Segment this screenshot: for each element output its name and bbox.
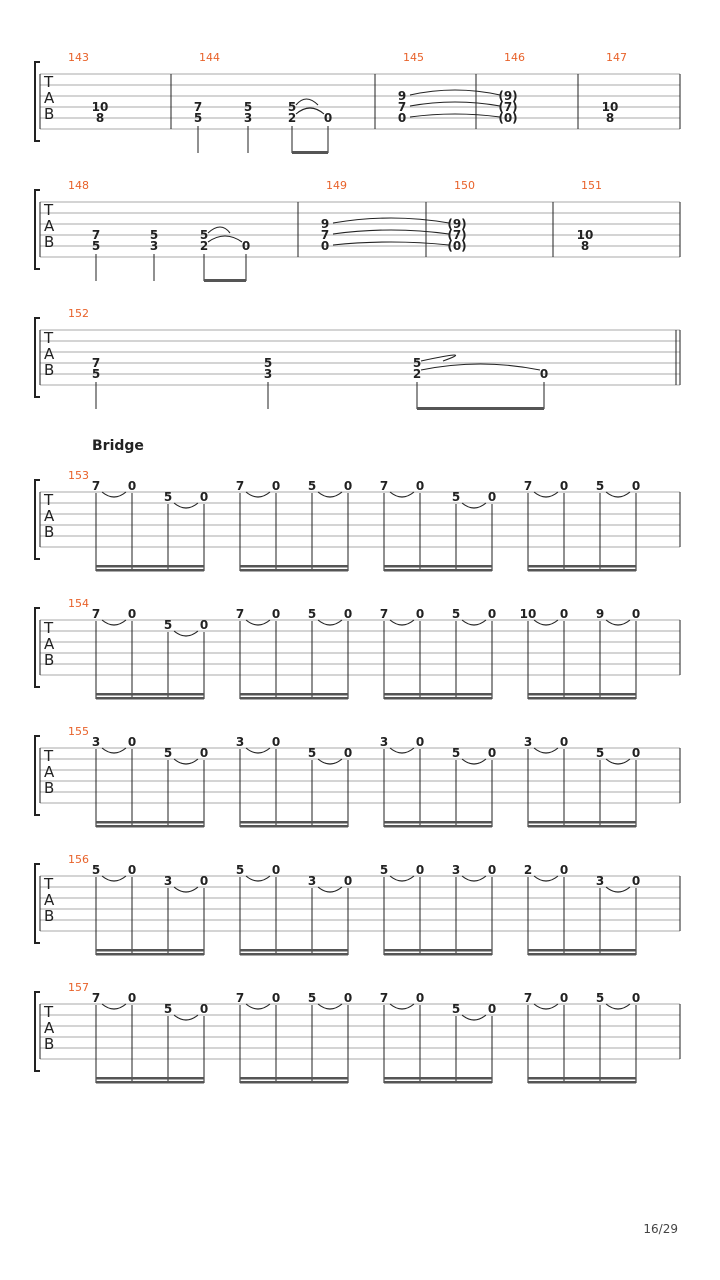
- pull-off-arc: [462, 503, 486, 508]
- tab-clef-letter: T: [44, 1003, 54, 1021]
- fret-number: 0: [559, 479, 569, 493]
- note-beam: [96, 949, 204, 952]
- tab-clef-letter: T: [44, 73, 54, 91]
- fret-number: (9): [498, 89, 518, 103]
- pull-off-arc: [174, 759, 198, 764]
- tab-clef-letter: A: [44, 635, 55, 653]
- fret-number: 7: [523, 479, 533, 493]
- fret-number: 9: [595, 607, 605, 621]
- pull-off-arc: [606, 887, 630, 892]
- note-beam: [96, 1077, 204, 1080]
- fret-number: 5: [235, 863, 245, 877]
- fret-number: 0: [320, 239, 330, 253]
- pull-off-arc: [102, 492, 126, 497]
- fret-number: 5: [307, 746, 317, 760]
- fret-number: 5: [307, 991, 317, 1005]
- tab-clef-letter: A: [44, 217, 55, 235]
- fret-number: 7: [235, 479, 245, 493]
- fret-number: 0: [199, 490, 209, 504]
- fret-number: 0: [631, 607, 641, 621]
- note-beam: [96, 825, 204, 828]
- fret-number: 2: [412, 367, 422, 381]
- note-beam: [528, 1081, 636, 1084]
- tie-arc: [410, 114, 500, 117]
- pull-off-arc: [174, 503, 198, 508]
- slur-arc: [421, 355, 456, 361]
- tab-clef-letter: A: [44, 345, 55, 363]
- fret-number: 5: [595, 746, 605, 760]
- fret-number: 2: [199, 239, 209, 253]
- note-beam: [528, 949, 636, 952]
- fret-number: 0: [487, 1002, 497, 1016]
- measure-number: 156: [68, 853, 89, 866]
- note-beam: [528, 693, 636, 696]
- tab-clef-letter: A: [44, 89, 55, 107]
- fret-number: 0: [127, 863, 137, 877]
- fret-number: 8: [605, 111, 615, 125]
- pull-off-arc: [102, 748, 126, 753]
- note-beam: [96, 1081, 204, 1084]
- fret-number: 5: [163, 746, 173, 760]
- note-beam: [384, 1081, 492, 1084]
- system-bracket: [35, 480, 40, 559]
- pull-off-arc: [390, 876, 414, 881]
- fret-number: 5: [307, 479, 317, 493]
- note-beam: [240, 1077, 348, 1080]
- pull-off-arc: [390, 748, 414, 753]
- note-beam: [384, 565, 492, 568]
- fret-number: 0: [631, 479, 641, 493]
- note-beam: [528, 569, 636, 572]
- fret-number: 0: [343, 607, 353, 621]
- fret-number: 0: [271, 991, 281, 1005]
- fret-number: 7: [320, 228, 330, 242]
- fret-number: 5: [193, 111, 203, 125]
- fret-number: 5: [595, 479, 605, 493]
- measure-number: 146: [504, 51, 525, 64]
- fret-number: 0: [415, 735, 425, 749]
- note-beam: [528, 565, 636, 568]
- fret-number: 5: [451, 1002, 461, 1016]
- system-bracket: [35, 864, 40, 943]
- fret-number: 0: [343, 479, 353, 493]
- pull-off-arc: [606, 620, 630, 625]
- note-beam: [528, 821, 636, 824]
- fret-number: 0: [199, 874, 209, 888]
- fret-number: 5: [91, 239, 101, 253]
- fret-number: 3: [379, 735, 389, 749]
- measure-number: 154: [68, 597, 89, 610]
- fret-number: 7: [91, 228, 101, 242]
- fret-number: 0: [415, 991, 425, 1005]
- pull-off-arc: [534, 620, 558, 625]
- pull-off-arc: [174, 631, 198, 636]
- pull-off-arc: [462, 759, 486, 764]
- fret-number: 2: [287, 111, 297, 125]
- fret-number: 5: [307, 607, 317, 621]
- measure-number: 150: [454, 179, 475, 192]
- note-beam: [240, 697, 348, 700]
- fret-number: 8: [95, 111, 105, 125]
- pull-off-arc: [462, 620, 486, 625]
- fret-number: 7: [91, 356, 101, 370]
- slur-arc: [421, 364, 540, 370]
- fret-number: 0: [631, 991, 641, 1005]
- note-beam: [384, 953, 492, 956]
- fret-number: 0: [631, 874, 641, 888]
- tab-clef-letter: B: [44, 651, 55, 669]
- fret-number: 0: [199, 618, 209, 632]
- fret-number: 7: [523, 991, 533, 1005]
- pull-off-arc: [246, 876, 270, 881]
- tab-clef-letter: B: [44, 1035, 55, 1053]
- pull-off-arc: [606, 492, 630, 497]
- pull-off-arc: [318, 492, 342, 497]
- system-bracket: [35, 318, 40, 397]
- fret-number: (9): [447, 217, 467, 231]
- fret-number: 0: [127, 607, 137, 621]
- fret-number: 5: [243, 100, 253, 114]
- pull-off-arc: [606, 759, 630, 764]
- fret-number: 8: [580, 239, 590, 253]
- tab-clef-letter: A: [44, 763, 55, 781]
- fret-number: 5: [199, 228, 209, 242]
- note-beam: [96, 953, 204, 956]
- fret-number: 0: [241, 239, 251, 253]
- fret-number: 0: [271, 607, 281, 621]
- note-beam: [240, 949, 348, 952]
- note-beam: [384, 569, 492, 572]
- tie-arc: [410, 90, 500, 95]
- fret-number: 0: [487, 746, 497, 760]
- fret-number: 3: [523, 735, 533, 749]
- fret-number: 0: [559, 863, 569, 877]
- tab-clef-letter: T: [44, 329, 54, 347]
- note-beam: [240, 565, 348, 568]
- fret-number: 0: [539, 367, 549, 381]
- pull-off-arc: [246, 492, 270, 497]
- pull-off-arc: [318, 620, 342, 625]
- pull-off-arc: [246, 1004, 270, 1009]
- pull-off-arc: [462, 876, 486, 881]
- fret-number: 7: [379, 991, 389, 1005]
- pull-off-arc: [102, 1004, 126, 1009]
- tie-arc: [333, 230, 449, 234]
- tie-arc: [410, 102, 500, 106]
- fret-number: 5: [412, 356, 422, 370]
- fret-number: 5: [379, 863, 389, 877]
- note-beam: [384, 697, 492, 700]
- fret-number: 0: [397, 111, 407, 125]
- pull-off-arc: [318, 759, 342, 764]
- fret-number: 3: [149, 239, 159, 253]
- pull-off-arc: [174, 887, 198, 892]
- fret-number: 0: [271, 863, 281, 877]
- fret-number: 5: [451, 490, 461, 504]
- fret-number: 0: [415, 863, 425, 877]
- pull-off-arc: [390, 1004, 414, 1009]
- measure-number: 145: [403, 51, 424, 64]
- tie-arc: [333, 218, 449, 223]
- fret-number: 7: [91, 991, 101, 1005]
- fret-number: (7): [447, 228, 467, 242]
- fret-number: 0: [271, 735, 281, 749]
- fret-number: 10: [519, 607, 537, 621]
- fret-number: 0: [127, 991, 137, 1005]
- fret-number: 10: [91, 100, 109, 114]
- note-beam: [417, 407, 544, 410]
- section-label-bridge: Bridge: [92, 438, 144, 454]
- fret-number: 5: [91, 367, 101, 381]
- tab-clef-letter: A: [44, 507, 55, 525]
- fret-number: 3: [243, 111, 253, 125]
- fret-number: 5: [149, 228, 159, 242]
- note-beam: [528, 825, 636, 828]
- pull-off-arc: [174, 1015, 198, 1020]
- fret-number: 0: [127, 735, 137, 749]
- fret-number: 3: [263, 367, 273, 381]
- pull-off-arc: [318, 887, 342, 892]
- fret-number: 9: [397, 89, 407, 103]
- tab-clef-letter: T: [44, 875, 54, 893]
- fret-number: 9: [320, 217, 330, 231]
- fret-number: 0: [415, 479, 425, 493]
- fret-number: 0: [199, 746, 209, 760]
- measure-number: 152: [68, 307, 89, 320]
- fret-number: 7: [91, 607, 101, 621]
- note-beam: [240, 693, 348, 696]
- fret-number: 0: [343, 746, 353, 760]
- tab-clef-letter: B: [44, 233, 55, 251]
- fret-number: 0: [343, 874, 353, 888]
- fret-number: 7: [397, 100, 407, 114]
- system-bracket: [35, 992, 40, 1071]
- tab-clef-letter: B: [44, 105, 55, 123]
- pull-off-arc: [246, 748, 270, 753]
- slur-arc: [296, 99, 318, 105]
- measure-number: 153: [68, 469, 89, 482]
- system-bracket: [35, 736, 40, 815]
- fret-number: 0: [415, 607, 425, 621]
- pull-off-arc: [390, 620, 414, 625]
- fret-number: 0: [127, 479, 137, 493]
- pull-off-arc: [462, 1015, 486, 1020]
- fret-number: (0): [498, 111, 518, 125]
- tab-clef-letter: T: [44, 619, 54, 637]
- system-bracket: [35, 62, 40, 141]
- fret-number: 3: [163, 874, 173, 888]
- tab-clef-letter: A: [44, 1019, 55, 1037]
- note-beam: [240, 821, 348, 824]
- system-bracket: [35, 190, 40, 269]
- note-beam: [96, 569, 204, 572]
- fret-number: 7: [379, 479, 389, 493]
- note-beam: [96, 565, 204, 568]
- pull-off-arc: [534, 492, 558, 497]
- fret-number: 5: [287, 100, 297, 114]
- note-beam: [384, 1077, 492, 1080]
- pull-off-arc: [534, 876, 558, 881]
- note-beam: [240, 569, 348, 572]
- slur-arc: [208, 236, 242, 242]
- tab-clef-letter: A: [44, 891, 55, 909]
- fret-number: 0: [487, 490, 497, 504]
- fret-number: (0): [447, 239, 467, 253]
- measure-number: 143: [68, 51, 89, 64]
- note-beam: [240, 1081, 348, 1084]
- note-beam: [528, 953, 636, 956]
- measure-number: 157: [68, 981, 89, 994]
- pull-off-arc: [246, 620, 270, 625]
- measure-number: 151: [581, 179, 602, 192]
- fret-number: 0: [631, 746, 641, 760]
- note-beam: [96, 821, 204, 824]
- tab-clef-letter: B: [44, 361, 55, 379]
- measure-number: 155: [68, 725, 89, 738]
- fret-number: 0: [559, 607, 569, 621]
- measure-number: 148: [68, 179, 89, 192]
- fret-number: (7): [498, 100, 518, 114]
- page-number: 16/29: [643, 1222, 678, 1236]
- pull-off-arc: [102, 876, 126, 881]
- pull-off-arc: [318, 1004, 342, 1009]
- fret-number: 7: [235, 991, 245, 1005]
- fret-number: 5: [263, 356, 273, 370]
- fret-number: 0: [271, 479, 281, 493]
- fret-number: 5: [163, 490, 173, 504]
- fret-number: 5: [451, 746, 461, 760]
- note-beam: [240, 825, 348, 828]
- fret-number: 0: [343, 991, 353, 1005]
- fret-number: 5: [91, 863, 101, 877]
- pull-off-arc: [102, 620, 126, 625]
- slur-arc: [296, 108, 324, 114]
- fret-number: 7: [379, 607, 389, 621]
- fret-number: 7: [235, 607, 245, 621]
- fret-number: 5: [163, 618, 173, 632]
- note-beam: [384, 693, 492, 696]
- pull-off-arc: [534, 1004, 558, 1009]
- fret-number: 3: [451, 863, 461, 877]
- measure-number: 149: [326, 179, 347, 192]
- fret-number: 7: [91, 479, 101, 493]
- fret-number: 10: [601, 100, 619, 114]
- fret-number: 3: [595, 874, 605, 888]
- pull-off-arc: [534, 748, 558, 753]
- fret-number: 2: [523, 863, 533, 877]
- fret-number: 3: [307, 874, 317, 888]
- slur-arc: [208, 227, 230, 233]
- tab-clef-letter: B: [44, 779, 55, 797]
- system-bracket: [35, 608, 40, 687]
- tab-clef-letter: B: [44, 907, 55, 925]
- measure-number: 147: [606, 51, 627, 64]
- note-beam: [204, 279, 246, 282]
- pull-off-arc: [606, 1004, 630, 1009]
- fret-number: 0: [199, 1002, 209, 1016]
- note-beam: [384, 821, 492, 824]
- note-beam: [528, 1077, 636, 1080]
- measure-number: 144: [199, 51, 220, 64]
- pull-off-arc: [390, 492, 414, 497]
- tie-arc: [333, 242, 449, 245]
- note-beam: [384, 949, 492, 952]
- fret-number: 0: [487, 607, 497, 621]
- fret-number: 0: [559, 991, 569, 1005]
- note-beam: [96, 697, 204, 700]
- fret-number: 3: [91, 735, 101, 749]
- fret-number: 3: [235, 735, 245, 749]
- note-beam: [292, 151, 328, 154]
- fret-number: 0: [559, 735, 569, 749]
- fret-number: 10: [576, 228, 594, 242]
- tab-clef-letter: B: [44, 523, 55, 541]
- tab-clef-letter: T: [44, 747, 54, 765]
- note-beam: [528, 697, 636, 700]
- fret-number: 0: [487, 863, 497, 877]
- fret-number: 5: [595, 991, 605, 1005]
- tab-clef-letter: T: [44, 201, 54, 219]
- note-beam: [240, 953, 348, 956]
- fret-number: 5: [163, 1002, 173, 1016]
- note-beam: [384, 825, 492, 828]
- fret-number: 7: [193, 100, 203, 114]
- tab-clef-letter: T: [44, 491, 54, 509]
- fret-number: 5: [451, 607, 461, 621]
- fret-number: 0: [323, 111, 333, 125]
- note-beam: [96, 693, 204, 696]
